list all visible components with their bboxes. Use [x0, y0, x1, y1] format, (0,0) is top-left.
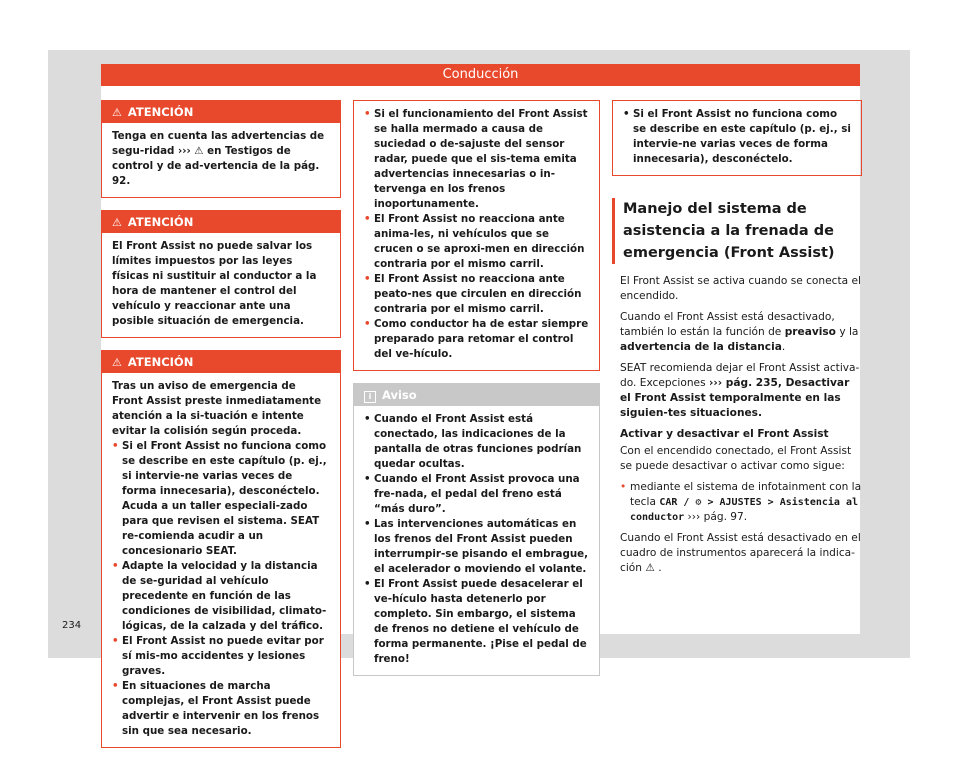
- note-title: Aviso: [382, 388, 417, 402]
- column-1: [101, 100, 341, 760]
- bullet-icon: •: [112, 635, 119, 647]
- bullet-icon: •: [112, 680, 119, 692]
- warning-title: ATENCIÓN: [127, 355, 194, 369]
- bullet-icon: •: [364, 273, 371, 285]
- bullet-icon: •: [364, 318, 371, 330]
- warning-box-continued: [353, 100, 600, 371]
- list-item: • Como conductor ha de estar siempre preparado para retomar el control del ve-hículo.: [364, 318, 589, 360]
- subheading: Activar y desactivar el Front Assist: [620, 428, 829, 440]
- section-header: Conducción: [101, 64, 860, 86]
- column-2: [353, 100, 600, 676]
- bullet-icon: •: [364, 518, 371, 530]
- list-item: • Cuando el Front Assist está conectado, las indicaciones de la pantalla de otras funciones podrían quedar ocultas.: [364, 413, 582, 470]
- bullet-icon: •: [364, 213, 371, 225]
- bullet-icon: •: [112, 440, 119, 452]
- list-item: • El Front Assist puede desacelerar el ve-hículo hasta detenerlo por completo. Sin embargo, el sistema de frenos no detiene el vehículo de forma permanente. ¡Pise el pedal de freno!: [364, 578, 587, 665]
- warning-text: Tenga en cuenta las advertencias de segu-ridad ››› ⚠ en Testigos de control y de ad-vertencia de la pág. 92.: [112, 130, 325, 187]
- paragraph: Con el encendido conectado, el Front Assist se puede desactivar o activar como sigue:: [620, 445, 852, 472]
- bullet-icon: •: [364, 578, 371, 590]
- paragraph: Cuando el Front Assist está desactivado, también lo están la función de preaviso y la advertencia de la distancia.: [620, 311, 859, 353]
- note-box-continued: [612, 100, 862, 176]
- column-3: [612, 100, 862, 582]
- section-heading: Manejo del sistema de asistencia a la frenada de emergencia (Front Assist): [612, 198, 862, 264]
- list-item: • El Front Assist no puede evitar por sí mis-mo accidentes y lesiones graves.: [112, 635, 324, 677]
- list-item: • Adapte la velocidad y la distancia de se-guridad al vehículo precedente en función de las condiciones de visibilidad, climato-lógicas, de la calzada y del tráfico.: [112, 560, 327, 632]
- list-item: • El Front Assist no reacciona ante anima-les, ni vehículos que se crucen o se aproxi-men en dirección contraria por el mismo carril.: [364, 213, 585, 270]
- warning-intro: Tras un aviso de emergencia de Front Assist preste inmediatamente atención a la si-tuación e intente evitar la colisión según proceda.: [112, 380, 322, 437]
- warning-triangle-icon: ⚠: [112, 216, 122, 229]
- warning-title: ATENCIÓN: [127, 105, 194, 119]
- page-number: 234: [62, 620, 82, 631]
- bullet-icon: •: [623, 108, 630, 120]
- list-item: • mediante el sistema de infotainment con la tecla CAR / ⚙ > AJUSTES > Asistencia al conductor ››› pág. 97.: [620, 481, 862, 523]
- bullet-icon: •: [364, 413, 371, 425]
- warning-box-3: [101, 350, 341, 748]
- bullet-icon: •: [364, 108, 371, 120]
- page-reference-link[interactable]: ››› pág. 97.: [684, 511, 748, 523]
- bullet-icon: •: [620, 481, 627, 493]
- list-item: • Si el Front Assist no funciona como se describe en este capítulo (p. ej., si intervie-ne varias veces de forma innecesaria), desconéctelo. Acuda a un taller especiali-zado para que revisen el sistema. SEAT re-comienda acudir a un concesionario SEAT.: [112, 440, 327, 557]
- note-box: [353, 383, 600, 676]
- bullet-icon: •: [112, 560, 119, 572]
- paragraph: Cuando el Front Assist está desactivado en el cuadro de instrumentos aparecerá la indica-ción ⚠ .: [620, 532, 861, 574]
- warning-box-2: [101, 210, 341, 338]
- warning-box-1: [101, 100, 341, 198]
- warning-triangle-icon: ⚠: [112, 106, 122, 119]
- warning-triangle-icon: ⚠: [112, 356, 122, 369]
- info-icon: i: [364, 391, 376, 403]
- bullet-icon: •: [364, 473, 371, 485]
- menu-path: CAR / ⚙ > AJUSTES > Asistencia al conductor: [630, 497, 858, 523]
- list-item: • El Front Assist no reacciona ante peato-nes que circulen en dirección contraria por el mismo carril.: [364, 273, 582, 315]
- list-item: • Cuando el Front Assist provoca una fre-nada, el pedal del freno está “más duro”.: [364, 473, 580, 515]
- list-item: • Si el funcionamiento del Front Assist se halla mermado a causa de suciedad o de-sajuste del sensor radar, puede que el sis-tema emita advertencias innecesarias o in-tervenga en los frenos inoportunamente.: [364, 108, 588, 210]
- list-item: • Si el Front Assist no funciona como se describe en este capítulo (p. ej., si intervie-ne varias veces de forma innecesaria), desconéctelo.: [623, 108, 851, 165]
- paragraph: El Front Assist se activa cuando se conecta el encendido.: [620, 275, 861, 302]
- page-reference-link[interactable]: ››› pág. 235, Desactivar el Front Assist temporalmente en las siguien-tes situaciones.: [620, 377, 850, 419]
- list-item: • Las intervenciones automáticas en los frenos del Front Assist pueden interrumpir-se pisando el embrague, el acelerador o moviendo el volante.: [364, 518, 589, 575]
- warning-text: El Front Assist no puede salvar los límites impuestos por las leyes físicas ni sustituir al conductor a la hora de mantener el control del vehículo y reaccionar ante una posible situación de emergencia.: [112, 240, 317, 327]
- list-item: • En situaciones de marcha complejas, el Front Assist puede advertir e intervenir en los frenos sin que sea necesario.: [112, 680, 320, 737]
- paragraph: SEAT recomienda dejar el Front Assist activa-do. Excepciones ››› pág. 235, Desactivar el Front Assist temporalmente en las siguien-tes situaciones.: [620, 362, 860, 419]
- warning-title: ATENCIÓN: [127, 215, 194, 229]
